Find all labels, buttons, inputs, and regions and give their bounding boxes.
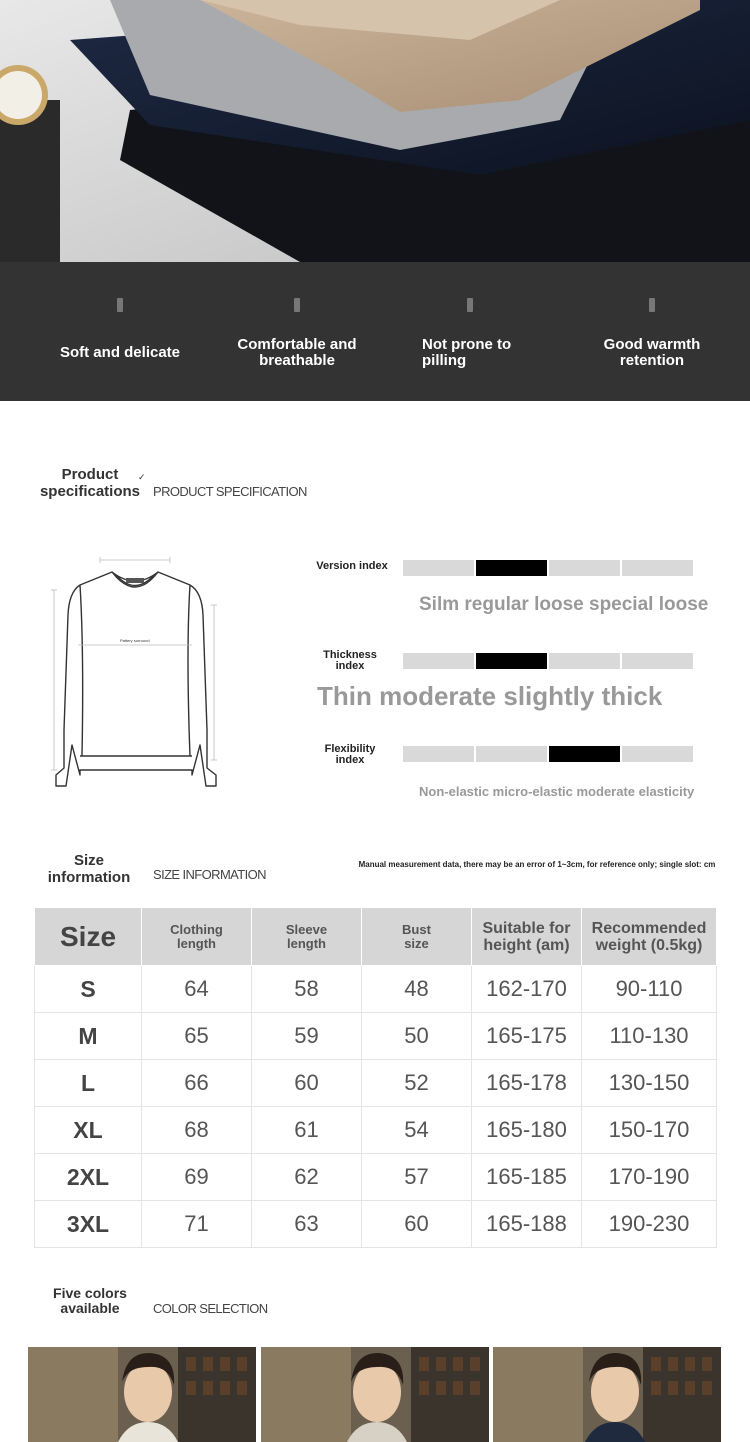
size-cell: M (35, 1013, 142, 1060)
sleeve-length-cell: 63 (252, 1201, 362, 1248)
thickness-index-label: Thickness index (323, 649, 377, 672)
features-band (0, 262, 750, 401)
colors-section-title: Five colors available (53, 1285, 127, 1316)
colors-section-subtitle: COLOR SELECTION (153, 1301, 268, 1316)
size-cell: 3XL (35, 1201, 142, 1248)
thickness-scale-text: Thin moderate slightly thick (317, 681, 663, 711)
feature-tag-icon (117, 298, 123, 312)
header-weight: Recommended weight (0.5kg) (582, 908, 717, 966)
feature-tag-icon (467, 298, 473, 312)
size-section-subtitle: SIZE INFORMATION (153, 867, 266, 882)
color-photo-1[interactable] (28, 1347, 256, 1442)
flexibility-index-bar (403, 746, 695, 762)
version-seg-3 (549, 560, 620, 576)
header-bust-size: Bust size (362, 908, 472, 966)
height-cell: 165-188 (472, 1201, 582, 1248)
clothing-length-cell: 68 (142, 1107, 252, 1154)
flexibility-scale-text: Non-elastic micro-elastic moderate elasticity (419, 784, 695, 799)
feature-warmth (572, 262, 732, 401)
weight-cell: 170-190 (582, 1154, 717, 1201)
size-table (34, 907, 717, 1248)
flexibility-seg-4 (622, 746, 693, 762)
flexibility-seg-1 (403, 746, 474, 762)
header-sleeve-length: Sleeve length (252, 908, 362, 966)
size-table-header (35, 908, 717, 966)
bust-size-cell: 52 (362, 1060, 472, 1107)
table-row (35, 1013, 717, 1060)
svg-text:Pattery surround: Pattery surround (120, 638, 150, 643)
measurement-note: Manual measurement data, there may be an error of 1~3cm, for reference only; single slot: cm (358, 860, 716, 869)
garment-measurement-diagram (40, 530, 230, 795)
thickness-index-bar (403, 653, 695, 669)
thickness-seg-1 (403, 653, 474, 669)
clothing-length-cell: 69 (142, 1154, 252, 1201)
bust-size-cell: 50 (362, 1013, 472, 1060)
feature-soft (40, 262, 200, 401)
feature-label: Not prone to pilling (422, 336, 512, 369)
height-cell: 162-170 (472, 966, 582, 1013)
size-cell: S (35, 966, 142, 1013)
hero-product-photo (0, 0, 750, 262)
feature-label: Good warmth retention (603, 336, 701, 369)
table-row (35, 1201, 717, 1248)
model-photo-image (28, 1347, 256, 1442)
sleeve-length-cell: 58 (252, 966, 362, 1013)
feature-label: Soft and delicate (59, 344, 181, 361)
version-seg-2 (476, 560, 547, 576)
weight-cell: 110-130 (582, 1013, 717, 1060)
clothing-length-cell: 65 (142, 1013, 252, 1060)
clothing-length-cell: 64 (142, 966, 252, 1013)
table-row (35, 966, 717, 1013)
version-scale-text: Silm regular loose special loose (419, 594, 709, 615)
bust-size-cell: 57 (362, 1154, 472, 1201)
header-height: Suitable for height (am) (472, 908, 582, 966)
size-section-title: Size information (47, 852, 131, 886)
version-seg-1 (403, 560, 474, 576)
weight-cell: 130-150 (582, 1060, 717, 1107)
sleeve-length-cell: 59 (252, 1013, 362, 1060)
color-photo-3[interactable] (493, 1347, 721, 1442)
thickness-seg-4 (622, 653, 693, 669)
height-cell: 165-175 (472, 1013, 582, 1060)
sleeve-length-cell: 61 (252, 1107, 362, 1154)
feature-label: Comfortable and breathable (237, 336, 357, 369)
clothing-length-cell: 66 (142, 1060, 252, 1107)
flexibility-seg-3 (549, 746, 620, 762)
bust-size-cell: 48 (362, 966, 472, 1013)
folded-sweaters-image (0, 0, 750, 262)
model-photo-image (261, 1347, 489, 1442)
version-index-label: Version index (316, 560, 388, 572)
size-cell: XL (35, 1107, 142, 1154)
header-clothing-length: Clothing length (142, 908, 252, 966)
version-seg-4 (622, 560, 693, 576)
spec-section-subtitle: PRODUCT SPECIFICATION (153, 484, 307, 499)
weight-cell: 90-110 (582, 966, 717, 1013)
flexibility-index-label: Flexibility index (324, 743, 376, 766)
table-row (35, 1060, 717, 1107)
table-row (35, 1154, 717, 1201)
version-index-bar (403, 560, 695, 576)
clothing-length-cell: 71 (142, 1201, 252, 1248)
height-cell: 165-178 (472, 1060, 582, 1107)
header-size: Size (35, 908, 142, 966)
thickness-seg-3 (549, 653, 620, 669)
weight-cell: 190-230 (582, 1201, 717, 1248)
spec-section-title: Product specifications (39, 466, 141, 500)
size-cell: L (35, 1060, 142, 1107)
weight-cell: 150-170 (582, 1107, 717, 1154)
model-photo-image (493, 1347, 721, 1442)
feature-tag-icon (294, 298, 300, 312)
table-row (35, 1107, 717, 1154)
size-cell: 2XL (35, 1154, 142, 1201)
color-photo-2[interactable] (261, 1347, 489, 1442)
sleeve-length-cell: 60 (252, 1060, 362, 1107)
pen-icon: ✓ (138, 472, 146, 482)
feature-tag-icon (649, 298, 655, 312)
height-cell: 165-185 (472, 1154, 582, 1201)
feature-breathable (217, 262, 377, 401)
height-cell: 165-180 (472, 1107, 582, 1154)
bust-size-cell: 54 (362, 1107, 472, 1154)
sleeve-length-cell: 62 (252, 1154, 362, 1201)
bust-size-cell: 60 (362, 1201, 472, 1248)
thickness-seg-2 (476, 653, 547, 669)
flexibility-seg-2 (476, 746, 547, 762)
feature-pilling (390, 262, 550, 401)
